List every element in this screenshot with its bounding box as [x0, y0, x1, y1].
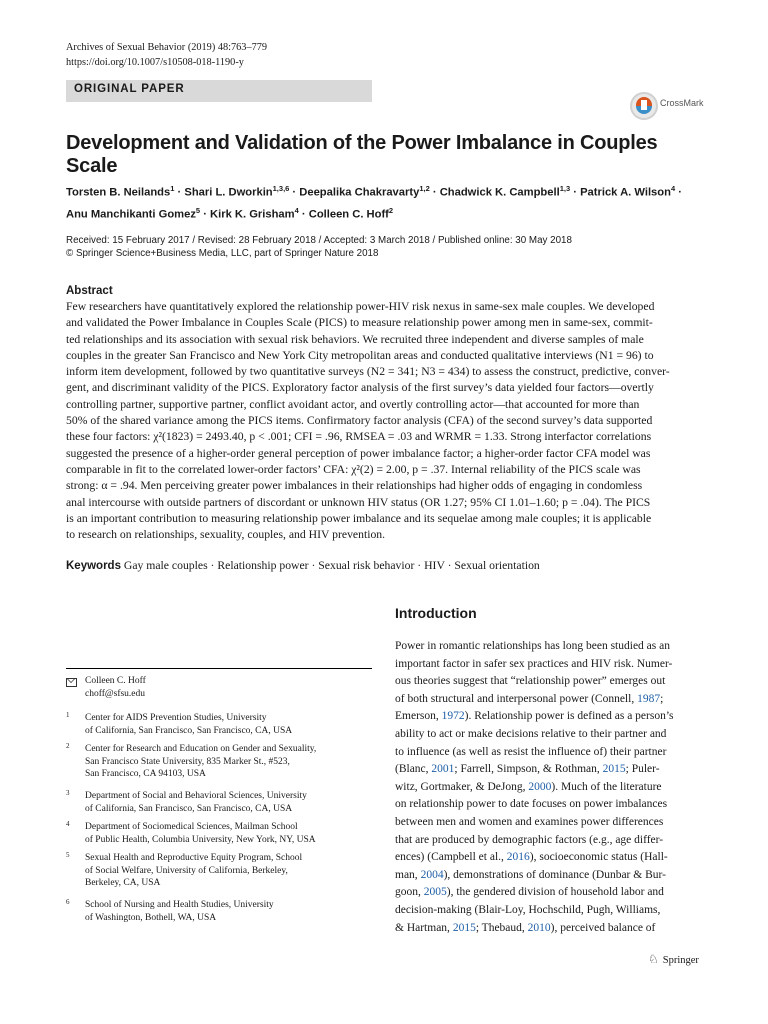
- author-name: Colleen C. Hoff: [308, 208, 389, 221]
- abstract-line: ted relationships and its association with sexual risk behaviors. We recruited three independent and diverse samples of male: [66, 332, 644, 346]
- crossmark-badge[interactable]: [630, 92, 706, 120]
- publisher-logo: [648, 952, 699, 967]
- text-run: ), perceived balance of: [550, 921, 656, 934]
- affiliation-line: Berkeley, CA, USA: [85, 878, 161, 889]
- introduction-line: [395, 638, 707, 656]
- affiliation-line: Center for Research and Education on Gender and Sexuality,: [85, 744, 317, 754]
- affiliation-number: 2: [66, 742, 70, 750]
- affiliation-line: Sexual Health and Reproductive Equity Program, School: [85, 853, 303, 863]
- text-run: of both structural and interpersonal power (Connell,: [395, 692, 638, 705]
- author-name: Kirk K. Grisham: [210, 208, 295, 221]
- corresponding-email[interactable]: choff@sfsu.edu: [85, 689, 146, 699]
- introduction-line: [395, 691, 707, 709]
- citation-link[interactable]: 1987: [637, 692, 661, 705]
- introduction-line: [395, 867, 707, 885]
- introduction-line: [395, 920, 707, 938]
- introduction-line: [395, 849, 707, 867]
- introduction-line: [395, 744, 707, 762]
- affiliation-number: 5: [66, 851, 70, 859]
- text-run: ;: [660, 692, 664, 705]
- introduction-line: [395, 832, 707, 850]
- affiliation-number: 1: [66, 711, 70, 719]
- affiliation-line: of California, San Francisco, San Francisco, CA, USA: [85, 803, 293, 814]
- copyright-notice: © Springer Science+Business Media, LLC, part of Springer Nature 2018: [66, 248, 379, 259]
- author-affiliation-marker: 1,3: [559, 184, 571, 193]
- springer-horse-icon: ♘: [648, 952, 659, 966]
- text-run: ability to act or make decisions relative to their partner and: [395, 727, 667, 740]
- author-affiliation-marker: 1: [170, 184, 175, 193]
- text-run: man,: [395, 868, 421, 881]
- text-run: important factor in safer sex practices and HIV risk. Numer-: [395, 657, 673, 670]
- introduction-line: [395, 656, 707, 674]
- abstract-heading: Abstract: [66, 285, 113, 297]
- text-run: witz, Gortmaker, & DeJong,: [395, 780, 529, 793]
- citation-link[interactable]: 2000: [528, 780, 552, 793]
- introduction-line: [395, 761, 707, 779]
- abstract-line: suggested the presence of a higher-order general perception of power imbalance factor; a higher-order factor CFA model was: [66, 446, 651, 460]
- text-run: ; Farrell, Simpson, & Rothman,: [454, 763, 603, 776]
- affiliation-line: Department of Sociomedical Sciences, Mailman School: [85, 822, 298, 832]
- author-affiliation-marker: 1,3,6: [272, 184, 290, 193]
- author-affiliation-marker: 4: [294, 205, 299, 215]
- author-name: Shari L. Dworkin: [184, 186, 273, 199]
- introduction-body: [395, 638, 707, 937]
- author-name: Patrick A. Wilson: [580, 186, 671, 199]
- author-name: Torsten B. Neilands: [66, 186, 171, 199]
- text-run: between men and women and examines power differences: [395, 815, 664, 828]
- footnote-divider: [66, 668, 372, 669]
- crossmark-label: CrossMark: [660, 98, 704, 108]
- introduction-line: [395, 902, 707, 920]
- author-affiliation-marker: 5: [195, 205, 201, 215]
- keywords-label: Keywords: [66, 560, 121, 572]
- abstract-line: anal intercourse with outside partners of discordant or unknown HIV status (OR 1.27; 95% CI 1.01–1.60; p = .04). The PICS: [66, 495, 651, 509]
- text-run: (Blanc,: [395, 763, 432, 776]
- text-run: goon,: [395, 886, 424, 899]
- abstract-line: controlling partner, supportive partner, conflict avoidant actor, and overtly controlling actor—that accounted for more than: [66, 397, 640, 411]
- author-line-1: Torsten B. Neilands$^1$ · Shari L. Dworkin$^{1,3,6}$ · Deepalika Chakravarty$^{1,2}$ · Chadwick K. Campbell$^{1,3}$ · Patrick A. Wilson$^4$ ·: [66, 184, 682, 199]
- corresponding-author: Colleen C. Hoff: [85, 676, 146, 686]
- introduction-line: [395, 796, 707, 814]
- citation-link[interactable]: 2010: [527, 921, 551, 934]
- affiliation-line: Department of Social and Behavioral Sciences, University: [85, 791, 307, 801]
- affiliation-number: 4: [66, 820, 70, 828]
- text-run: that are produced by demographic factors (e.g., age differ-: [395, 833, 664, 846]
- text-run: & Hartman,: [395, 921, 453, 934]
- section-label: ORIGINAL PAPER: [74, 83, 185, 95]
- text-run: ences) (Campbell et al.,: [395, 851, 507, 864]
- abstract-line: inform item development, followed by two quantitative surveys (N2 = 341; N3 = 434) to assess the construct, predictive, conver-: [66, 365, 670, 379]
- crossmark-icon: [630, 92, 658, 120]
- abstract-line: 50% of the shared variance among the PICS items. Confirmatory factor analysis (CFA) of the second survey’s data supported: [66, 414, 653, 428]
- citation-link[interactable]: 2005: [423, 886, 447, 899]
- text-run: ), socioeconomic status (Hall-: [529, 851, 668, 864]
- citation-link[interactable]: 2016: [506, 851, 530, 864]
- text-run: decision-making (Blair-Loy, Hochschild, Pugh, Williams,: [395, 903, 661, 916]
- citation-link[interactable]: 2004: [420, 868, 444, 881]
- abstract-line: gent, and discriminant validity of the PICS. Exploratory factor analysis of the first survey’s data yielded four factors—overtly: [66, 381, 654, 395]
- abstract-line: is an important contribution to measuring relationship power imbalance and its sequelae among male couples; it is applicable: [66, 511, 652, 525]
- affiliation-line: of California, San Francisco, San Francisco, CA, USA: [85, 725, 293, 736]
- introduction-line: [395, 708, 707, 726]
- affiliation-line: San Francisco, CA 94103, USA: [85, 769, 206, 780]
- keywords: [66, 559, 540, 572]
- author-name: Chadwick K. Campbell: [439, 186, 560, 199]
- author-affiliation-marker: 2: [388, 205, 394, 215]
- abstract-line: these four factors: χ²(1823) = 2493.40, p < .001; CFI = .96, RMSEA = .03 and WRMR = 1.33. Strong interfactor correlations: [66, 430, 652, 444]
- author-name: Anu Manchikanti Gomez: [66, 208, 196, 221]
- text-run: ous theories suggest that “relationship power” emerges out: [395, 675, 666, 688]
- affiliation-line: of Social Welfare, University of California, Berkeley,: [85, 865, 288, 876]
- introduction-heading: Introduction: [395, 605, 477, 621]
- text-run: ). Relationship power is defined as a person’s: [464, 710, 674, 723]
- citation-link[interactable]: 2015: [452, 921, 476, 934]
- text-run: Emerson,: [395, 710, 442, 723]
- text-run: ), demonstrations of dominance (Dunbar & Bur-: [443, 868, 666, 881]
- affiliation-number: 6: [66, 898, 70, 906]
- publication-dates: [66, 234, 572, 260]
- text-run: ; Thebaud,: [475, 921, 528, 934]
- abstract-line: couples in the greater San Francisco and New York City metropolitan areas and conducted qualitative interviews (N1 = 96) to: [66, 348, 654, 362]
- text-run: ). Much of the literature: [551, 780, 662, 793]
- introduction-line: [395, 884, 707, 902]
- journal-header: [66, 40, 267, 70]
- abstract-line: strong: α = .94. Men perceiving greater power imbalances in their relationships had higher odds of engaging in condomless: [66, 479, 643, 493]
- text-run: ), the gendered division of household labor and: [446, 886, 664, 899]
- abstract-line: comparable in fit to the correlated lower-order factors’ CFA: χ²(2) = 2.00, p = .37. Internal reliability of the PICS scale was: [66, 462, 641, 476]
- text-run: ; Puler-: [625, 763, 660, 776]
- author-line-2: Anu Manchikanti Gomez$^5$ · Kirk K. Grisham$^4$ · Colleen C. Hoff$^2$: [66, 205, 394, 221]
- citation-link[interactable]: 1972: [441, 710, 465, 723]
- journal-citation: Archives of Sexual Behavior (2019) 48:763–779: [66, 42, 268, 53]
- text-run: on relationship power to date focuses on power imbalances: [395, 798, 668, 811]
- abstract-line: Few researchers have quantitatively explored the relationship power-HIV risk nexus in same-sex male couples. We developed: [66, 300, 655, 313]
- history-dates: Received: 15 February 2017 / Revised: 28 February 2018 / Accepted: 3 March 2018 / Published online: 30 May 2018: [66, 235, 572, 246]
- text-run: to influence (as well as resist the influence of) their partner: [395, 745, 667, 758]
- article-title: Development and Validation of the Power Imbalance in Couples Scale: [66, 132, 658, 177]
- text-run: Power in romantic relationships has long been studied as an: [395, 640, 670, 652]
- doi-link[interactable]: https://doi.org/10.1007/s10508-018-1190-y: [66, 57, 244, 68]
- introduction-line: [395, 779, 707, 797]
- introduction-line: [395, 726, 707, 744]
- abstract-line: to research on relationships, sexuality, couples, and HIV prevention.: [66, 528, 386, 542]
- affiliation-number: 3: [66, 789, 70, 797]
- introduction-line: [395, 814, 707, 832]
- citation-link[interactable]: 2015: [602, 763, 626, 776]
- affiliation-line: Center for AIDS Prevention Studies, University: [85, 713, 267, 723]
- author-affiliation-marker: 1,2: [419, 184, 430, 193]
- affiliation-line: of Washington, Bothell, WA, USA: [85, 912, 217, 923]
- author-affiliation-marker: 4: [670, 184, 676, 193]
- affiliation-line: San Francisco State University, 835 Marker St., #523,: [85, 756, 290, 767]
- author-name: Deepalika Chakravarty: [299, 186, 420, 199]
- affiliation-line: of Public Health, Columbia University, New York, NY, USA: [85, 834, 316, 845]
- envelope-icon: [66, 678, 77, 687]
- publisher-name: Springer: [662, 955, 699, 966]
- affiliation-line: School of Nursing and Health Studies, University: [85, 900, 274, 910]
- abstract-line: and validated the Power Imbalance in Couples Scale (PICS) to measure relationship power among men in same-sex, commit-: [66, 316, 653, 330]
- abstract-body: [66, 299, 706, 543]
- citation-link[interactable]: 2001: [431, 763, 455, 776]
- keywords-list: Gay male couples · Relationship power · Sexual risk behavior · HIV · Sexual orientation: [123, 559, 540, 572]
- author-list: [66, 180, 716, 223]
- introduction-line: [395, 673, 707, 691]
- section-band: [66, 80, 372, 102]
